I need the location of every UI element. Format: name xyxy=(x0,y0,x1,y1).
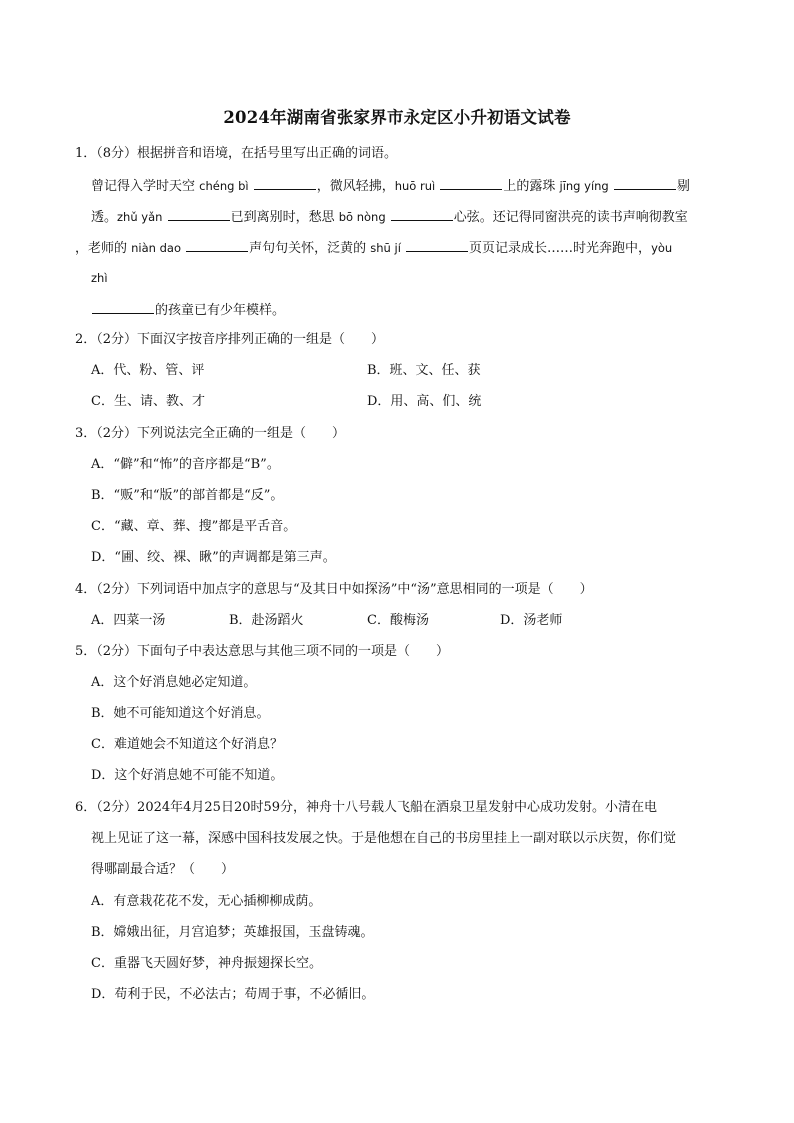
space xyxy=(386,210,390,225)
q6-option-d[interactable]: D．苟利于民，不必法古；苟周于事，不必循旧。 xyxy=(91,987,375,1002)
q1-text: 的孩童已有少年模样。 xyxy=(155,303,286,318)
q6-option-b[interactable]: B．嫦娥出征，月宫追梦；英雄报国，玉盘铸魂。 xyxy=(91,925,374,940)
q5-stem: 5．（2分）下面句子中表达意思与其他三项不同的一项是（ ） xyxy=(75,644,450,659)
pinyin-shuji: shū jí xyxy=(370,241,401,255)
q3-option-a[interactable]: A．“僻”和“怖”的音序都是“B”。 xyxy=(91,457,280,472)
q1-stem: 1．（8分）根据拼音和语境，在括号里写出正确的词语。 xyxy=(75,146,398,161)
space xyxy=(435,179,439,194)
q4-option-a[interactable]: A．四菜一汤 xyxy=(91,613,166,628)
answer-blank[interactable] xyxy=(92,300,154,314)
q1-text: ，老师的 xyxy=(75,241,132,256)
q6-stem-line-1: 6．（2分）2024年4月25日20时59分，神舟十八号载人飞船在酒泉卫星发射中心成功发射。小清在电 xyxy=(75,800,658,815)
q1-text: 曾记得入学时天空 xyxy=(91,179,200,194)
q1-text: 剔 xyxy=(676,179,690,194)
q6-stem-line-3: 得哪副最合适？（ ） xyxy=(91,862,235,877)
answer-blank[interactable] xyxy=(168,207,230,221)
q1-text: ，微风轻拂， xyxy=(316,179,395,194)
answer-blank[interactable] xyxy=(186,238,248,252)
q1-text: 上的露珠 xyxy=(503,179,560,194)
q2-option-b[interactable]: B．班、文、任、获 xyxy=(367,363,481,378)
answer-blank[interactable] xyxy=(614,176,676,190)
q1-line-1 xyxy=(91,176,690,196)
page-title: 2024年湖南省张家界市永定区小升初语文试卷 xyxy=(223,108,571,127)
q4-stem: 4．（2分）下列词语中加点字的意思与“及其日中如探汤”中“汤”意思相同的一项是（ ） xyxy=(75,582,593,597)
q5-option-a[interactable]: A．这个好消息她必定知道。 xyxy=(91,675,257,690)
pinyin-you: yòu xyxy=(651,241,673,255)
q5-option-d[interactable]: D．这个好消息她不可能不知道。 xyxy=(91,768,284,783)
q4-option-d[interactable]: D．汤老师 xyxy=(500,613,563,628)
q1-line-3 xyxy=(75,238,672,258)
q1-text: 心弦。还记得同窗洪亮的读书声响彻教室 xyxy=(453,210,688,225)
q6-stem-line-2: 视上见证了这一幕，深感中国科技发展之快。于是他想在自己的书房里挂上一副对联以示庆贺，你们觉 xyxy=(91,831,677,846)
pinyin-chengbi: chéng bì xyxy=(199,179,249,193)
answer-blank[interactable] xyxy=(406,238,468,252)
q3-option-c[interactable]: C．“藏、章、葬、搜”都是平舌音。 xyxy=(91,519,297,534)
space xyxy=(162,210,166,225)
answer-blank[interactable] xyxy=(254,176,316,190)
pinyin-jingying: jīng yíng xyxy=(559,179,609,193)
q4-option-b[interactable]: B．赴汤蹈火 xyxy=(229,613,304,628)
pinyin-niandao: niàn dao xyxy=(131,241,181,255)
q1-text: 页页记录成长……时光奔跑中， xyxy=(469,241,652,256)
q2-option-c[interactable]: C．生、请、教、才 xyxy=(91,394,205,409)
q3-option-b[interactable]: B．“贩”和“版”的部首都是“反”。 xyxy=(91,488,284,503)
q1-text: 透。 xyxy=(91,210,118,225)
pinyin-huorui: huō ruì xyxy=(394,179,436,193)
answer-blank[interactable] xyxy=(440,176,502,190)
q6-option-c[interactable]: C．重器飞天圆好梦，神舟振翅探长空。 xyxy=(91,956,322,971)
q1-line-2 xyxy=(91,207,688,227)
q3-option-d[interactable]: D．“圃、绞、裸、瞅”的声调都是第三声。 xyxy=(91,550,336,565)
pinyin-zhi: zhì xyxy=(91,271,108,285)
space xyxy=(249,179,253,194)
space xyxy=(609,179,613,194)
pinyin-bonong: bō nòng xyxy=(338,210,386,224)
q3-stem: 3．（2分）下列说法完全正确的一组是（ ） xyxy=(75,426,346,441)
q1-text: 已到离别时，愁思 xyxy=(230,210,339,225)
space xyxy=(181,241,185,256)
pinyin-zhuyan: zhǔ yǎn xyxy=(117,210,163,224)
space xyxy=(401,241,405,256)
q5-option-b[interactable]: B．她不可能知道这个好消息。 xyxy=(91,706,270,721)
answer-blank[interactable] xyxy=(391,207,453,221)
q1-text: 声句句关怀，泛黄的 xyxy=(249,241,371,256)
q4-option-c[interactable]: C．酸梅汤 xyxy=(367,613,429,628)
q2-option-a[interactable]: A．代、粉、管、评 xyxy=(91,363,205,378)
q2-option-d[interactable]: D．用、高、们、统 xyxy=(367,394,482,409)
q6-option-a[interactable]: A．有意栽花花不发，无心插柳柳成荫。 xyxy=(91,894,322,909)
q5-option-c[interactable]: C．难道她会不知道这个好消息？ xyxy=(91,737,283,752)
q1-line-5 xyxy=(91,300,285,320)
q2-stem: 2．（2分）下面汉字按音序排列正确的一组是（ ） xyxy=(75,332,385,347)
